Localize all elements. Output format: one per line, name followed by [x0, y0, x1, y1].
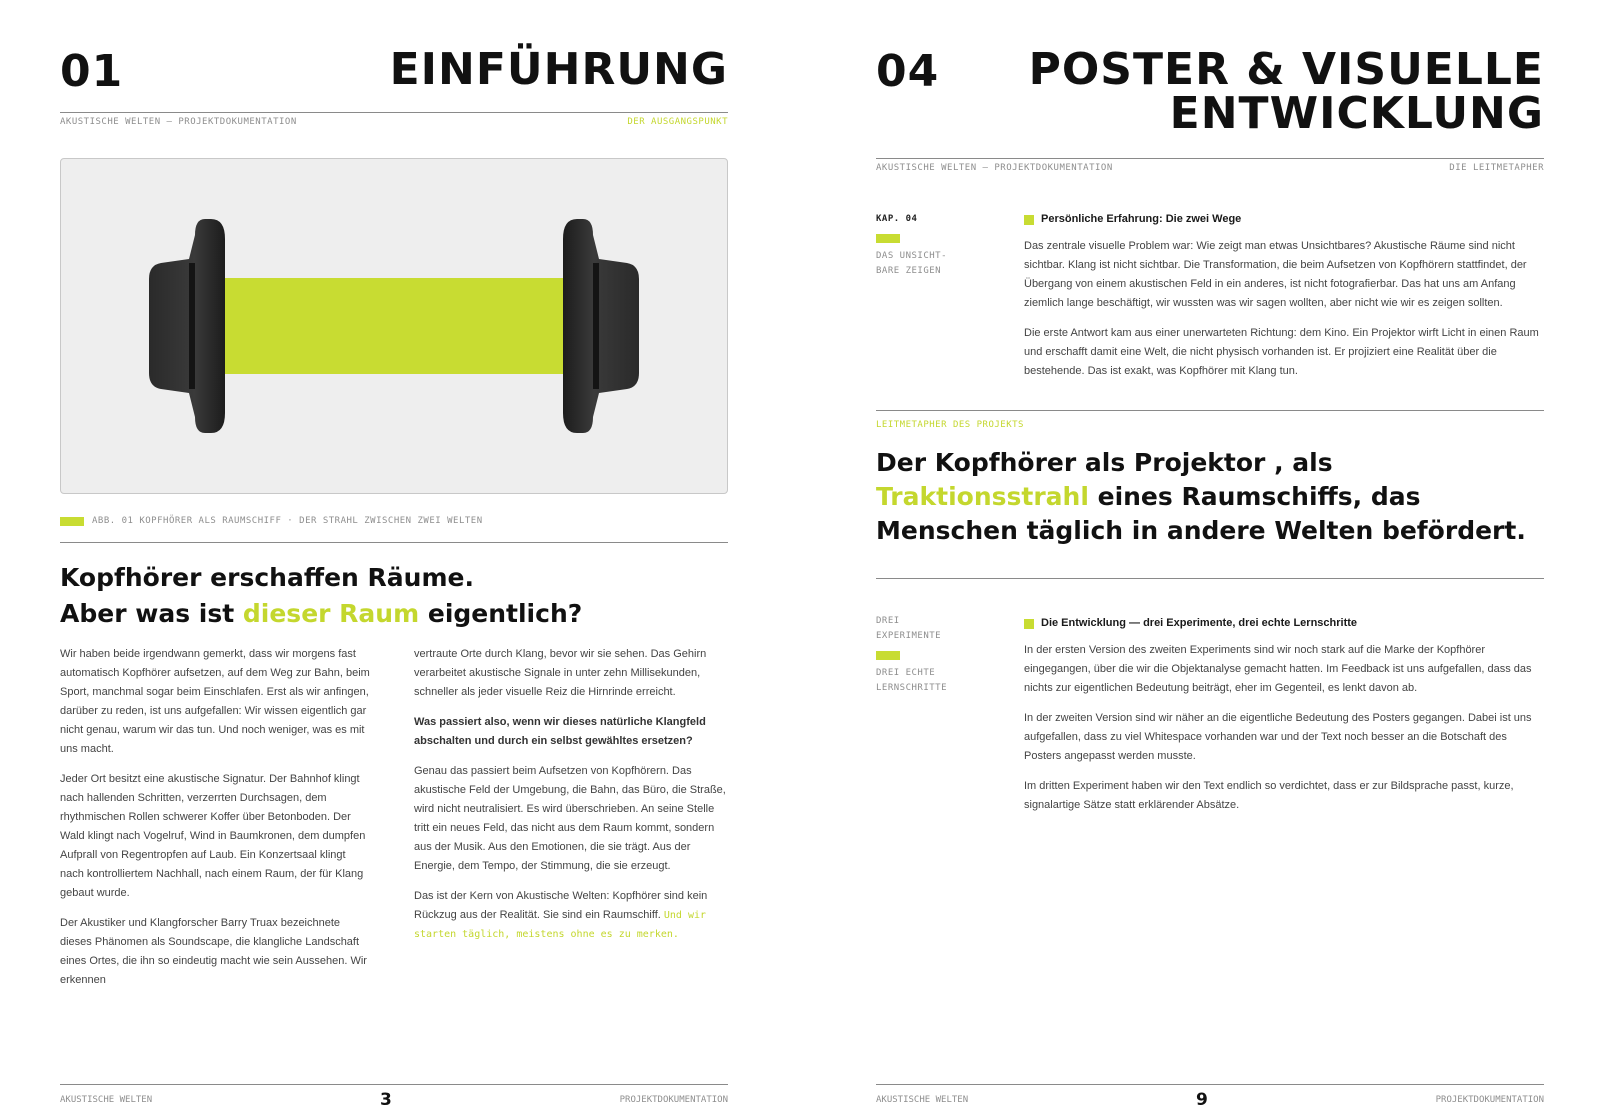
- meta-right: DIE LEITMETAPHER: [1449, 163, 1544, 173]
- section-1: [1024, 210, 1544, 392]
- meta-right: DER AUSGANGSPUNKT: [627, 117, 728, 127]
- side-label-1: [876, 212, 996, 279]
- headline-line2-post: eigentlich?: [419, 599, 583, 628]
- section-2-title-text: Die Entwicklung — drei Experimente, drei echte Lernschritte: [1041, 617, 1358, 629]
- col2-paragraph-3: [414, 887, 726, 944]
- chapter-title-line2: ENTWICKLUNG: [1169, 88, 1544, 139]
- footer-left: AKUSTISCHE WELTEN: [60, 1095, 153, 1105]
- leitmetapher-quote: [876, 446, 1544, 548]
- quote-line-3: Menschen täglich in andere Welten befördert.: [876, 516, 1526, 545]
- chapter-number: 04: [876, 46, 940, 97]
- headline-line2: [60, 596, 728, 632]
- section-1-paragraph-1: Das zentrale visuelle Problem war: Wie zeigt man etwas Unsichtbares? Akustische Räume sind nicht sichtbar. Klang ist nicht sichtbar. Die Transformation, die beim Aufsetzen von Kopfhörern stattfindet, der Übergang von einem akustischen Feld in ein anderes, ist nicht fotografierbar. Das hat uns am Anfang ziemlich lange beschäftigt, wir wussten was wir sagen wollten, aber nicht wie wir es zeigen sollten.: [1024, 240, 1527, 309]
- quote-bottom-rule: [876, 578, 1544, 579]
- headline-accent: dieser Raum: [242, 599, 420, 628]
- col1-paragraph-2: Jeder Ort besitzt eine akustische Signatur. Der Bahnhof klingt nach hallenden Schritten, verzerrten Durchsagen, dem rhythmischen Rollen schwerer Koffer über Betonboden. Der Wald klingt nach Vogelruf, Wind in Baumkronen, dem dumpfen Aufprall von Regentropfen auf Laub. Ein Konzertsaal klingt nach kontrolliertem Nachhall, nach einem Raum, der für Klang gebaut wurde.: [60, 773, 366, 899]
- side2-line-1: DREI: [876, 616, 900, 626]
- section-2-paragraph-1: In der ersten Version des zweiten Experiments sind wir noch stark auf die Marke der Kopfhörer eingegangen, über die wir die Objektanalyse gemacht hatten. Im Feedback ist uns aufgefallen, dass das nichts zur eigentlichen Bedeutung beiträgt, eher im Gegenteil, es lenkt davon ab.: [1024, 644, 1532, 694]
- headphones-figure: [60, 158, 728, 494]
- chapter-header: [60, 44, 728, 97]
- col2-paragraph-2: Genau das passiert beim Aufsetzen von Kopfhörern. Das akustische Feld der Umgebung, die Bahn, das Büro, die Straße, wird nicht neutralisiert. Es wird überschrieben. An seine Stelle tritt ein neues Feld, das nicht aus dem Raum kommt, sondern aus der Musik. Aus den Emotionen, die sie trägt. Aus der Energie, dem Tempo, der Stimmung, die sie erzeugt.: [414, 765, 726, 872]
- footer: [60, 1090, 728, 1110]
- chapter-header: [876, 44, 1544, 139]
- quote-line-2-post: eines Raumschiffs, das: [1088, 482, 1421, 511]
- quote-top-rule: [876, 410, 1544, 411]
- quote-line-1: Der Kopfhörer als Projektor , als: [876, 448, 1333, 477]
- page-right: [876, 0, 1544, 1116]
- header-meta: [876, 163, 1544, 173]
- chapter-title: [1028, 44, 1544, 139]
- section-2-title: [1024, 614, 1544, 633]
- square-icon: [1024, 215, 1034, 225]
- section-1-paragraph-2: Die erste Antwort kam aus einer unerwarteten Richtung: dem Kino. Ein Projektor wirft Licht in einen Raum und erschafft damit eine Welt, die nicht physisch vorhanden ist. Er projiziert eine Realität über die bestehende. Das ist exakt, was Kopfhörer mit Klang tun.: [1024, 327, 1539, 377]
- section-1-title: [1024, 210, 1544, 229]
- chapter-title-line1: POSTER & VISUELLE: [1028, 44, 1544, 95]
- section-1-title-text: Persönliche Erfahrung: Die zwei Wege: [1041, 213, 1242, 225]
- footer-rule: [60, 1084, 728, 1085]
- meta-left: AKUSTISCHE WELTEN — PROJEKTDOKUMENTATION: [60, 117, 297, 127]
- page-left: [60, 0, 728, 1116]
- section-2: [1024, 614, 1544, 826]
- side2-line-4: LERNSCHRITTE: [876, 683, 948, 693]
- col2-accent-text: Und wir starten täglich, meistens ohne es zu merken.: [414, 910, 707, 940]
- footer: [876, 1090, 1544, 1110]
- body-column-2: [414, 645, 726, 955]
- page-number: 3: [379, 1090, 392, 1110]
- header-rule: [60, 112, 728, 113]
- headline-line2-pre: Aber was ist: [60, 599, 243, 628]
- col2-paragraph-1: vertraute Orte durch Klang, bevor wir sie sehen. Das Gehirn verarbeitet akustische Signale in unter zehn Millisekunden, schneller als jeder visuelle Reiz die Hirnrinde erreicht.: [414, 648, 707, 698]
- chapter-number: 01: [60, 46, 124, 97]
- square-icon: [1024, 619, 1034, 629]
- headline: [60, 560, 728, 632]
- side2-bar: [876, 651, 900, 660]
- figure-caption: [60, 516, 483, 526]
- section-2-paragraph-3: Im dritten Experiment haben wir den Text endlich so verdichtet, dass er zur Bildsprache passt, kurze, signalartige Sätze statt erklärender Absätze.: [1024, 780, 1514, 811]
- side-label-2: [876, 614, 996, 696]
- chapter-title: EINFÜHRUNG: [389, 44, 728, 95]
- caption-rule: [60, 542, 728, 543]
- col1-paragraph-1: Wir haben beide irgendwann gemerkt, dass wir morgens fast automatisch Kopfhörer aufsetzen, auf dem Weg zur Bahn, beim Sport, manchmal sogar beim Einschlafen. Erst als wir anfingen, darüber zu reden, ist uns aufgefallen: Wir wissen eigentlich gar nicht genau, warum wir das tun. Und noch weniger, was es mit uns macht.: [60, 648, 370, 755]
- meta-left: AKUSTISCHE WELTEN — PROJEKTDOKUMENTATION: [876, 163, 1113, 173]
- side-line-1: DAS UNSICHT-: [876, 251, 948, 261]
- footer-rule: [876, 1084, 1544, 1085]
- footer-right: PROJEKTDOKUMENTATION: [619, 1095, 728, 1105]
- col2-question: Was passiert also, wenn wir dieses natürliche Klangfeld abschalten und durch ein selbst gewähltes ersetzen?: [414, 716, 706, 747]
- side2-line-3: DREI ECHTE: [876, 668, 936, 678]
- headphones-illustration-icon: [61, 159, 727, 493]
- section-2-paragraph-2: In der zweiten Version sind wir näher an die eigentliche Bedeutung des Posters gegangen. Dabei ist uns aufgefallen, dass zu viel Whitespace vorhanden war und der Text noch besser an die Botschaft des Posters angepasst werden musste.: [1024, 712, 1532, 762]
- footer-left: AKUSTISCHE WELTEN: [876, 1095, 969, 1105]
- side-bar: [876, 234, 900, 243]
- quote-line-2: [876, 480, 1544, 514]
- col1-paragraph-3: Der Akustiker und Klangforscher Barry Truax bezeichnete dieses Phänomen als Soundscape, die klangliche Landschaft eines Ortes, die ihn so eindeutig macht wie sein Aussehen. Wir erkennen: [60, 917, 367, 986]
- side2-line-2: EXPERIMENTE: [876, 631, 942, 641]
- quote-accent: Traktionsstrahl: [876, 482, 1089, 511]
- footer-right: PROJEKTDOKUMENTATION: [1435, 1095, 1544, 1105]
- col2-paragraph-3-text: Das ist der Kern von Akustische Welten: Kopfhörer sind kein Rückzug aus der Realität. Sie sind ein Raumschiff.: [414, 890, 708, 921]
- side-line-2: BARE ZEIGEN: [876, 266, 942, 276]
- headline-line1: Kopfhörer erschaffen Räume.: [60, 563, 474, 592]
- side-kap: KAP. 04: [876, 214, 918, 224]
- page-number: 9: [1195, 1090, 1208, 1110]
- caption-text: ABB. 01 KOPFHÖRER ALS RAUMSCHIFF · DER STRAHL ZWISCHEN ZWEI WELTEN: [92, 516, 483, 526]
- body-column-1: [60, 645, 372, 1001]
- leitmetapher-label: LEITMETAPHER DES PROJEKTS: [876, 420, 1024, 430]
- header-rule: [876, 158, 1544, 159]
- header-meta: [60, 117, 728, 127]
- caption-swatch: [60, 517, 84, 526]
